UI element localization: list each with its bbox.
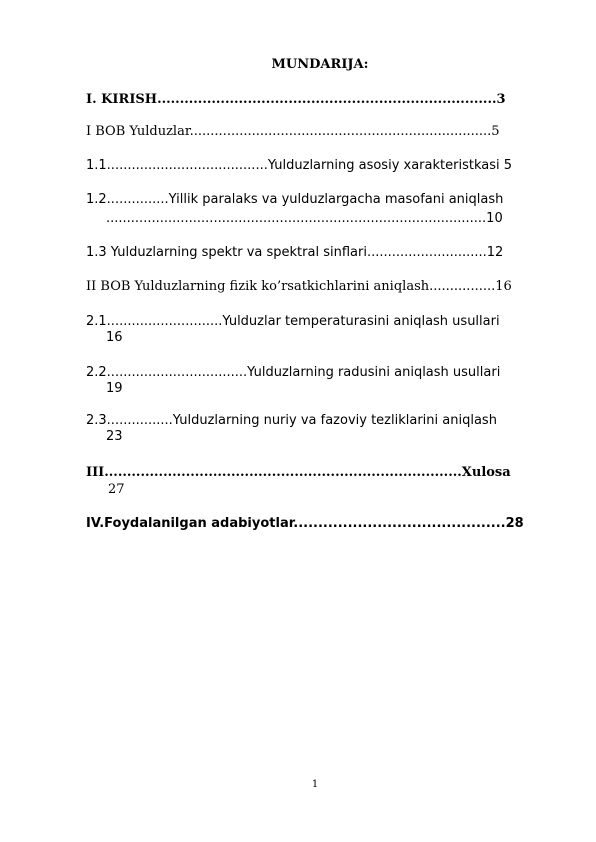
toc-entry-1-1: 1.1.......................................Yulduzlarning asosiy xarakteristkasi 5 xyxy=(86,158,512,173)
toc-entry-1-2: 1.2...............Yillik paralaks va yulduzlargacha masofani aniqlash xyxy=(86,192,504,207)
toc-entry-2-3-page: 23 xyxy=(106,429,123,444)
toc-title: MUNDARIJA: xyxy=(271,57,369,72)
toc-entry-2-1-page: 16 xyxy=(106,330,123,345)
toc-entry-bob2: II BOB Yulduzlarning fizik ko’rsatkichlarini aniqlash................16 xyxy=(86,279,512,294)
toc-entry-2-1: 2.1............................Yulduzlar temperaturasini aniqlash usullari xyxy=(86,314,500,329)
toc-entry-bob1: I BOB Yulduzlar.........................................................................5 xyxy=(86,124,500,139)
toc-entry-1-3: 1.3 Yulduzlarning spektr va spektral sinflari.............................12 xyxy=(86,245,504,260)
toc-entry-kirish: I. KIRISH...........................................................................3 xyxy=(86,92,506,107)
page-number: 1 xyxy=(311,779,319,790)
toc-entry-2-2: 2.2..................................Yulduzlarning radusini aniqlash usullari xyxy=(86,365,501,380)
toc-entry-2-2-page: 19 xyxy=(106,381,123,396)
toc-entry-2-3: 2.3................Yulduzlarning nuriy va fazoviy tezliklarini aniqlash xyxy=(86,413,497,428)
toc-entry-xulosa: III...............................................................................Xulosa xyxy=(86,465,511,480)
toc-entry-xulosa-page: 27 xyxy=(108,482,125,497)
toc-entry-adabiyotlar: IV.Foydalanilgan adabiyotlar...........................................28 xyxy=(86,516,524,531)
toc-entry-1-2-page: ............................................................................................10 xyxy=(106,211,503,226)
